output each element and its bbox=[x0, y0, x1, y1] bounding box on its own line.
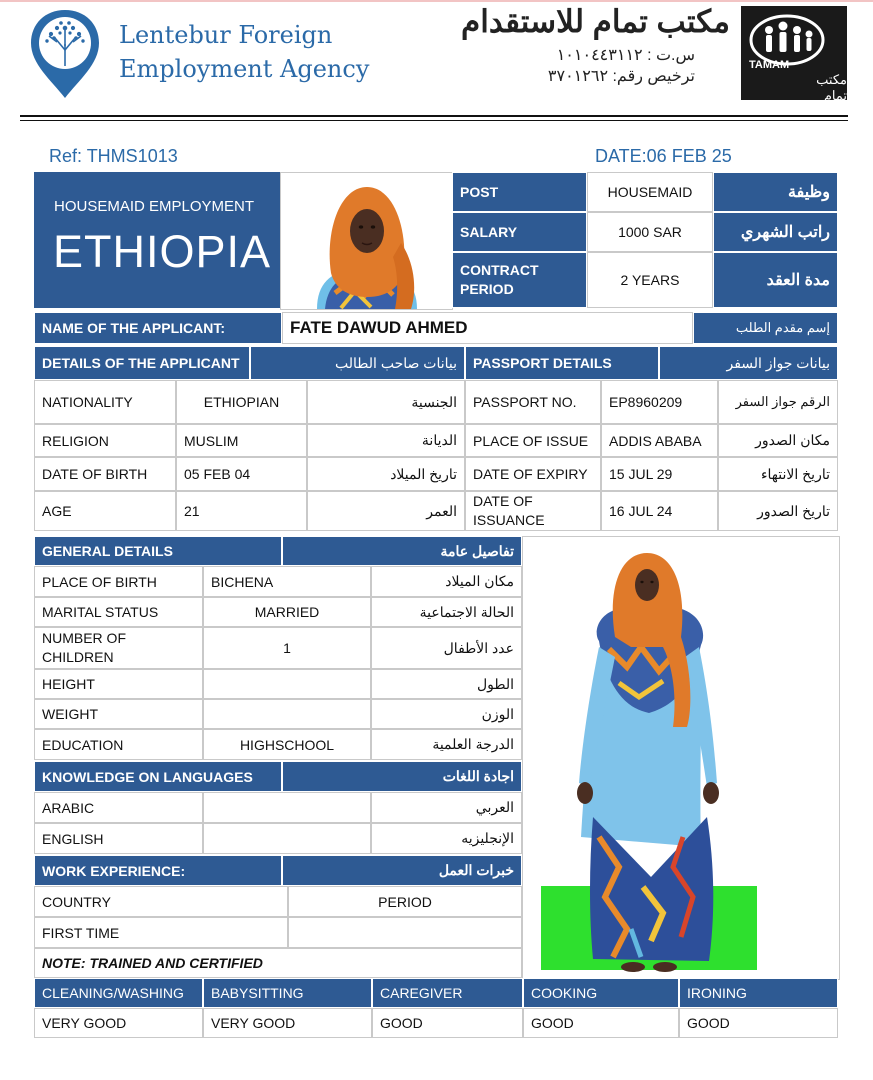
banner-country: ETHIOPIA bbox=[53, 226, 272, 277]
passport-details-header-arabic: بيانات جواز السفر bbox=[659, 346, 838, 380]
post-label: POST bbox=[452, 172, 587, 212]
height-label: HEIGHT bbox=[34, 669, 203, 699]
work-experience-header: WORK EXPERIENCE: bbox=[34, 855, 282, 886]
date-of-issuance-value: 16 JUL 24 bbox=[601, 491, 718, 531]
nationality-label: NATIONALITY bbox=[34, 380, 176, 424]
document-date: DATE:06 FEB 25 bbox=[595, 146, 732, 166]
passport-details-header: PASSPORT DETAILS bbox=[465, 346, 659, 380]
weight-label-arabic: الوزن bbox=[371, 699, 522, 729]
passport-number-label-arabic: الرقم جواز السفر bbox=[718, 380, 838, 424]
agency-name-line1: Lentebur Foreign bbox=[119, 21, 333, 49]
skill-header-ironing: IRONING bbox=[679, 978, 838, 1008]
office-name-arabic: مكتب تمام للاستقدام bbox=[461, 4, 730, 39]
work-country-label: COUNTRY bbox=[34, 886, 288, 917]
contract-period-label-arabic: مدة العقد bbox=[713, 252, 838, 308]
english-language-label-arabic: الإنجليزيه bbox=[371, 823, 522, 854]
work-experience-header-arabic: خبرات العمل bbox=[282, 855, 522, 886]
date-of-birth-value: 05 FEB 04 bbox=[176, 457, 307, 491]
age-label-arabic: العمر bbox=[307, 491, 465, 531]
weight-label: WEIGHT bbox=[34, 699, 203, 729]
skill-header-caregiver: CAREGIVER bbox=[372, 978, 523, 1008]
date-of-expiry-label: DATE OF EXPIRY bbox=[465, 457, 601, 491]
tamam-logo bbox=[741, 6, 847, 103]
education-label-arabic: الدرجة العلمية bbox=[371, 729, 522, 760]
religion-label-arabic: الديانة bbox=[307, 424, 465, 457]
date-of-expiry-label-arabic: تاريخ الانتهاء bbox=[718, 457, 838, 491]
skill-header-cooking: COOKING bbox=[523, 978, 679, 1008]
place-of-birth-value: BICHENA bbox=[203, 566, 371, 597]
english-language-level bbox=[203, 823, 371, 854]
skill-level-cleaning: VERY GOOD bbox=[34, 1008, 203, 1038]
languages-header: KNOWLEDGE ON LANGUAGES bbox=[34, 761, 282, 792]
place-of-birth-label: PLACE OF BIRTH bbox=[34, 566, 203, 597]
salary-label: SALARY bbox=[452, 212, 587, 252]
reference-number: Ref: THMS1013 bbox=[49, 146, 178, 166]
header-divider bbox=[20, 115, 848, 117]
full-body-illustration bbox=[523, 537, 839, 979]
age-label: AGE bbox=[34, 491, 176, 531]
work-period-label: PERIOD bbox=[288, 886, 522, 917]
top-edge-strip bbox=[0, 0, 873, 2]
marital-status-label: MARITAL STATUS bbox=[34, 597, 203, 627]
employment-banner bbox=[34, 172, 280, 308]
banner-subtitle: HOUSEMAID EMPLOYMENT bbox=[54, 198, 255, 215]
date-of-issuance-label-arabic: تاريخ الصدور bbox=[718, 491, 838, 531]
applicant-details-header: DETAILS OF THE APPLICANT bbox=[34, 346, 250, 380]
skill-level-caregiver: GOOD bbox=[372, 1008, 523, 1038]
place-of-issue-label: PLACE OF ISSUE bbox=[465, 424, 601, 457]
contract-period-value: 2 YEARS bbox=[587, 252, 713, 308]
religion-value: MUSLIM bbox=[176, 424, 307, 457]
skill-level-ironing: GOOD bbox=[679, 1008, 838, 1038]
number-of-children-label: NUMBER OF CHILDREN bbox=[34, 627, 203, 669]
height-value bbox=[203, 669, 371, 699]
post-label-arabic: وظيفة bbox=[713, 172, 838, 212]
agency-name-line2: Employment Agency bbox=[119, 55, 370, 83]
applicant-name-label: NAME OF THE APPLICANT: bbox=[34, 312, 282, 344]
skill-header-babysitting: BABYSITTING bbox=[203, 978, 372, 1008]
tamam-logo-text-arabic: مكتب تمام bbox=[816, 72, 847, 103]
general-details-header-arabic: تفاصيل عامة bbox=[282, 536, 522, 566]
arabic-language-label-arabic: العربي bbox=[371, 792, 522, 823]
place-of-birth-label-arabic: مكان الميلاد bbox=[371, 566, 522, 597]
languages-header-arabic: اجادة اللغات bbox=[282, 761, 522, 792]
religion-label: RELIGION bbox=[34, 424, 176, 457]
date-of-birth-label: DATE OF BIRTH bbox=[34, 457, 176, 491]
training-note: NOTE: TRAINED AND CERTIFIED bbox=[34, 948, 522, 978]
place-of-issue-value: ADDIS ABABA bbox=[601, 424, 718, 457]
english-language-label: ENGLISH bbox=[34, 823, 203, 854]
weight-value bbox=[203, 699, 371, 729]
nationality-value: ETHIOPIAN bbox=[176, 380, 307, 424]
license-number-arabic: ترخيص رقم: ٣٧٠١٢٦٢ bbox=[547, 68, 695, 85]
nationality-label-arabic: الجنسية bbox=[307, 380, 465, 424]
contract-period-label: CONTRACT PERIOD bbox=[452, 252, 587, 308]
first-time-period-value bbox=[288, 917, 522, 948]
arabic-language-level bbox=[203, 792, 371, 823]
applicant-name: FATE DAWUD AHMED bbox=[282, 312, 693, 344]
age-value: 21 bbox=[176, 491, 307, 531]
skill-level-cooking: GOOD bbox=[523, 1008, 679, 1038]
portrait-illustration bbox=[281, 173, 452, 309]
post-value: HOUSEMAID bbox=[587, 172, 713, 212]
date-of-expiry-value: 15 JUL 29 bbox=[601, 457, 718, 491]
skill-header-cleaning: CLEANING/WASHING bbox=[34, 978, 203, 1008]
applicant-name-label-arabic: إسم مقدم الطلب bbox=[693, 312, 838, 344]
date-of-issuance-label: DATE OF ISSUANCE bbox=[465, 491, 601, 531]
marital-status-value: MARRIED bbox=[203, 597, 371, 627]
applicant-full-body-photo bbox=[522, 536, 840, 980]
number-of-children-value: 1 bbox=[203, 627, 371, 669]
commercial-registration-arabic: س.ت : ١٠١٠٤٤٣١١٢ bbox=[556, 47, 695, 64]
arabic-language-label: ARABIC bbox=[34, 792, 203, 823]
tamam-logo-text: TAMAM bbox=[749, 59, 790, 71]
agency-name bbox=[119, 18, 369, 86]
number-of-children-label-arabic: عدد الأطفال bbox=[371, 627, 522, 669]
salary-label-arabic: راتب الشهري bbox=[713, 212, 838, 252]
skill-level-babysitting: VERY GOOD bbox=[203, 1008, 372, 1038]
date-of-birth-label-arabic: تاريخ الميلاد bbox=[307, 457, 465, 491]
passport-number-label: PASSPORT NO. bbox=[465, 380, 601, 424]
header-divider-thin bbox=[20, 120, 848, 121]
education-value: HIGHSCHOOL bbox=[203, 729, 371, 760]
education-label: EDUCATION bbox=[34, 729, 203, 760]
passport-number-value: EP8960209 bbox=[601, 380, 718, 424]
marital-status-label-arabic: الحالة الاجتماعية bbox=[371, 597, 522, 627]
height-label-arabic: الطول bbox=[371, 669, 522, 699]
first-time-label: FIRST TIME bbox=[34, 917, 288, 948]
applicant-details-header-arabic: بيانات صاحب الطالب bbox=[250, 346, 465, 380]
place-of-issue-label-arabic: مكان الصدور bbox=[718, 424, 838, 457]
lentebur-tree-logo-icon bbox=[27, 6, 103, 102]
general-details-header: GENERAL DETAILS bbox=[34, 536, 282, 566]
applicant-portrait-photo bbox=[280, 172, 453, 310]
salary-value: 1000 SAR bbox=[587, 212, 713, 252]
